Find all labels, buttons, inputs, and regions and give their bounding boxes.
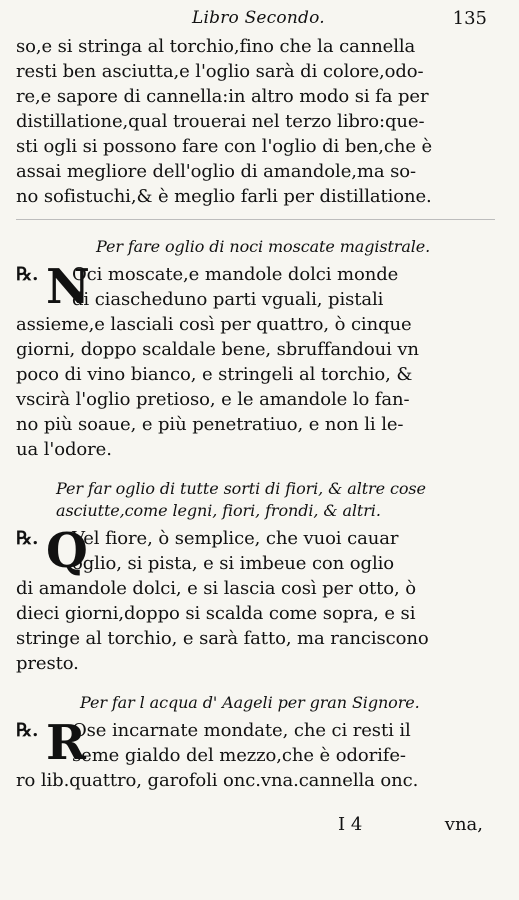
- page-footer: [0, 814, 519, 838]
- intro-line: distillatione,qual trouerai nel terzo libro:que-: [16, 111, 425, 132]
- section-heading-line: asciutte,come legni, fiori, frondi, & altri.: [56, 501, 381, 520]
- recipe-line: Oci moscate,e mandole dolci monde: [72, 264, 399, 285]
- recipe-mark: ℞.: [16, 720, 39, 741]
- signature-mark: I 4: [338, 814, 363, 835]
- section-heading: [16, 692, 495, 714]
- recipe-line: giorni, doppo scaldale bene, sbruffandoui vn: [16, 339, 419, 360]
- page-number: 135: [452, 8, 487, 29]
- recipe-body: [16, 715, 495, 793]
- catchword: vna,: [444, 814, 483, 835]
- recipe-section-nutmeg-oil: [16, 236, 495, 462]
- section-heading: [16, 236, 495, 258]
- intro-paragraph: [16, 34, 495, 209]
- dropcap: Q: [46, 523, 88, 579]
- running-head: Libro Secondo.: [192, 8, 325, 28]
- recipe-line: assieme,e lasciali così per quattro, ò cinque: [16, 314, 412, 335]
- recipe-line: presto.: [16, 653, 79, 674]
- recipe-line: ua l'odore.: [16, 439, 112, 460]
- recipe-section-angel-water: [16, 692, 495, 793]
- section-heading-line: Per far l acqua d' Aageli per gran Signore.: [80, 693, 420, 712]
- dropcap: R: [46, 715, 86, 771]
- recipe-line: vscirà l'oglio pretioso, e le amandole lo fan-: [16, 389, 410, 410]
- recipe-line: di ciascheduno parti vguali, pistali: [72, 289, 384, 310]
- recipe-line: Ose incarnate mondate, che ci resti il: [72, 720, 411, 741]
- intro-line: so,e si stringa al torchio,fino che la cannella: [16, 36, 416, 57]
- section-divider: [16, 219, 495, 220]
- intro-line: no sofistuchi,& è meglio farli per distillatione.: [16, 186, 432, 207]
- recipe-line: dieci giorni,doppo si scalda come sopra, e si: [16, 603, 416, 624]
- recipe-line: oglio, si pista, e si imbeue con oglio: [72, 553, 394, 574]
- recipe-body: [16, 523, 495, 676]
- recipe-body: [16, 259, 495, 462]
- recipe-line: ro lib.quattro, garofoli onc.vna.cannella onc.: [16, 770, 419, 791]
- page-header: [28, 8, 495, 34]
- recipe-line: Vel fiore, ò semplice, che vuoi cauar: [72, 528, 399, 549]
- intro-line: re,e sapore di cannella:in altro modo si fa per: [16, 86, 429, 107]
- recipe-mark: ℞.: [16, 528, 39, 549]
- recipe-line: no più soaue, e più penetratiuo, e non li le-: [16, 414, 404, 435]
- intro-line: resti ben asciutta,e l'oglio sarà di colore,odo-: [16, 61, 424, 82]
- recipe-line: poco di vino bianco, e stringeli al torchio, &: [16, 364, 413, 385]
- intro-line: assai megliore dell'oglio di amandole,ma so-: [16, 161, 416, 182]
- recipe-line: stringe al torchio, e sarà fatto, ma rancisconо: [16, 628, 429, 649]
- recipe-line: seme gialdo del mezzo,che è odorifе-: [72, 745, 406, 766]
- section-heading-line: Per fare oglio di noci moscate magistrale.: [96, 237, 431, 256]
- recipe-line: di amandole dolci, e si lascia così per otto, ò: [16, 578, 416, 599]
- dropcap: N: [46, 259, 90, 315]
- recipe-section-flower-oil: [16, 478, 495, 676]
- section-heading: [16, 478, 495, 522]
- section-heading-line: Per far oglio di tutte sorti di fiori, & altre cose: [56, 479, 426, 498]
- intro-line: sti ogli si possono fare con l'oglio di ben,che è: [16, 136, 433, 157]
- recipe-mark: ℞.: [16, 264, 39, 285]
